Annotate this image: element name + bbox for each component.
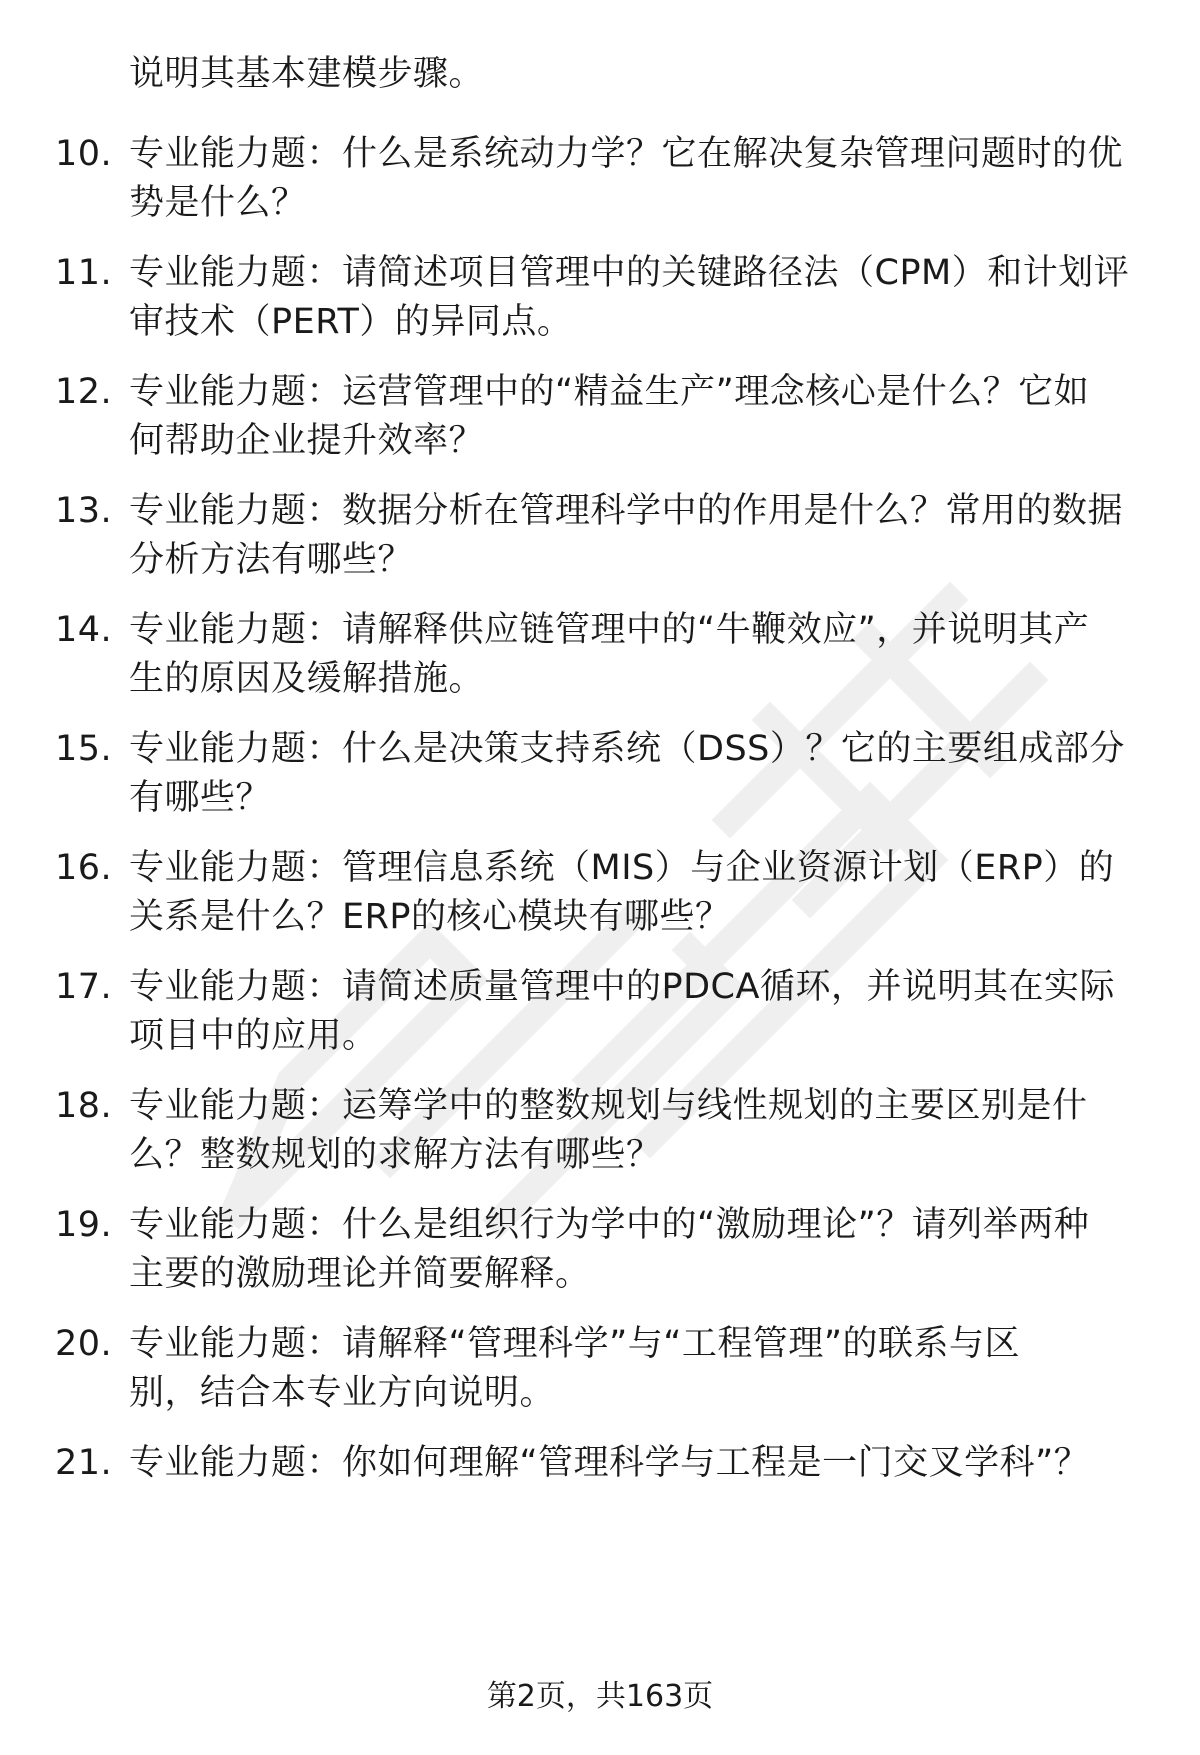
question-text-line1: 专业能力题：请简述项目管理中的关键路径法（CPM）和计划评 — [129, 253, 1130, 293]
question-number: 16. — [55, 848, 113, 888]
question-text-line2: 分析方法有哪些？ — [129, 540, 414, 580]
question-text-line1: 专业能力题：什么是决策支持系统（DSS）？它的主要组成部分 — [129, 729, 1125, 769]
question-number: 17. — [55, 967, 113, 1007]
question-text-line1: 专业能力题：什么是系统动力学？它在解决复杂管理问题时的优 — [129, 134, 1124, 174]
question-text-line2: 主要的激励理论并简要解释。 — [129, 1254, 591, 1294]
question-text-line2: 生的原因及缓解措施。 — [129, 659, 485, 699]
question-text-line2: 有哪些？ — [129, 778, 272, 818]
question-text-line1: 专业能力题：运营管理中的“精益生产”理念核心是什么？它如 — [129, 372, 1090, 412]
question-text-line2: 审技术（PERT）的异同点。 — [129, 302, 573, 342]
question-number: 12. — [55, 372, 113, 412]
question-number: 11. — [55, 253, 113, 293]
question-number: 18. — [55, 1086, 113, 1126]
question-text-line1: 专业能力题：请简述质量管理中的PDCA循环，并说明其在实际 — [129, 967, 1115, 1007]
question-number: 10. — [55, 134, 113, 174]
question-text-line2: 势是什么？ — [129, 183, 307, 223]
question-text-line1: 专业能力题：数据分析在管理科学中的作用是什么？常用的数据 — [129, 491, 1124, 531]
question-text-line2: 关系是什么？ERP的核心模块有哪些？ — [129, 897, 731, 937]
question-number: 13. — [55, 491, 113, 531]
question-text-line1: 专业能力题：管理信息系统（MIS）与企业资源计划（ERP）的 — [129, 848, 1115, 888]
continuation-text: 说明其基本建模步骤。 — [129, 54, 485, 94]
question-text-line2: 么？整数规划的求解方法有哪些？ — [129, 1135, 662, 1175]
question-text-line1: 专业能力题：你如何理解“管理科学与工程是一门交叉学科”？ — [129, 1443, 1090, 1483]
question-text-line1: 专业能力题：请解释供应链管理中的“牛鞭效应”，并说明其产 — [129, 610, 1090, 650]
question-text-line1: 专业能力题：运筹学中的整数规划与线性规划的主要区别是什 — [129, 1086, 1088, 1126]
question-text-line2: 何帮助企业提升效率？ — [129, 421, 485, 461]
question-text-line1: 专业能力题：请解释“管理科学”与“工程管理”的联系与区 — [129, 1324, 1021, 1364]
page-footer: 第2页，共163页 — [486, 1679, 714, 1714]
question-text-line1: 专业能力题：什么是组织行为学中的“激励理论”？请列举两种 — [129, 1205, 1090, 1245]
question-number: 15. — [55, 729, 113, 769]
question-number: 21. — [55, 1443, 113, 1483]
question-number: 14. — [55, 610, 113, 650]
question-number: 20. — [55, 1324, 113, 1364]
question-text-line2: 别，结合本专业方向说明。 — [129, 1373, 556, 1413]
question-text-line2: 项目中的应用。 — [129, 1016, 378, 1056]
question-number: 19. — [55, 1205, 113, 1245]
